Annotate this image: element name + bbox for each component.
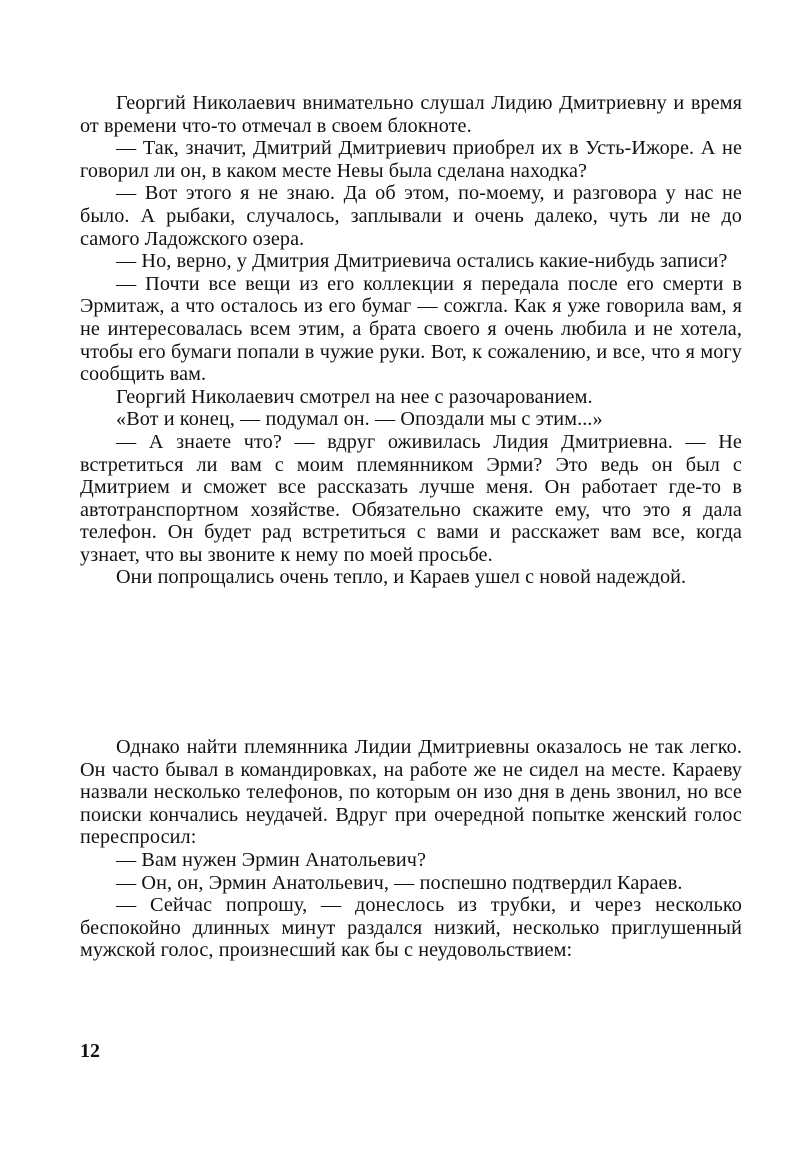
text-section-1 xyxy=(80,92,742,589)
paragraph-2-2: — Вам нужен Эрмин Анатольевич? xyxy=(116,848,427,871)
page-number: 12 xyxy=(80,1040,100,1062)
paragraph-1-7: «Вот и конец, — подумал он. — Опоздали мы с этим...» xyxy=(116,408,603,431)
paragraph-1-4: — Но, верно, у Дмитрия Дмитриевича остались какие-нибудь записи? xyxy=(116,250,728,273)
paragraph-1-9: Они попрощались очень тепло, и Караев ушел с новой надеждой. xyxy=(116,566,687,589)
paragraph-1-1: Георгий Николаевич внимательно слушал Лидию Дмитриевну и время от времени что-то отмечал в своем блокноте. xyxy=(80,92,742,137)
paragraph-2-3: — Он, он, Эрмин Анатольевич, — поспешно подтвердил Караев. xyxy=(116,871,683,894)
paragraph-1-3: — Вот этого я не знаю. Да об этом, по-моему, и разговора у нас не было. А рыбаки, случалось, заплывали и очень далеко, чуть ли не до самого Ладожского озера. xyxy=(80,182,742,250)
paragraph-1-5: — Почти все вещи из его коллекции я передала после его смерти в Эрмитаж, а что осталось из его бумаг — сожгла. Как я уже говорила вам, я не интересовалась всем этим, а брата своего я очень любила и не хотела, чтобы его бумаги попали в чужие руки. Вот, к сожалению, и все, что я могу сообщить вам. xyxy=(80,272,742,386)
paragraph-2-1: Однако найти племянника Лидии Дмитриевны оказалось не так легко. Он часто бывал в командировках, на работе же не сидел на месте. Караеву назвали несколько телефонов, по которым он изо дня в день звонил, но все поиски кончались неудачей. Вдруг при очередной попытке женский голос переспросил: xyxy=(80,736,742,849)
paragraph-2-4: — Сейчас попрошу, — донеслось из трубки, и через несколько беспокойно длинных минут раздался низкий, несколько приглушенный мужской голос, произнесший как бы с неудовольствием: xyxy=(80,894,742,962)
text-section-2 xyxy=(80,736,742,962)
paragraph-1-2: — Так, значит, Дмитрий Дмитриевич приобрел их в Усть-Ижоре. А не говорил ли он, в каком месте Невы была сделана находка? xyxy=(80,137,742,182)
paragraph-1-8: — А знаете что? — вдруг оживилась Лидия Дмитриевна. — Не встретиться ли вам с моим племянником Эрми? Это ведь он был с Дмитрием и сможет все рассказать лучше меня. Он работает где-то в автотранспортном хозяйстве. Обязательно скажите ему, что это я дала телефон. Он будет рад встретиться с вами и расскажет вам все, когда узнает, что вы звоните к нему по моей просьбе. xyxy=(80,430,742,566)
paragraph-1-6: Георгий Николаевич смотрел на нее с разочарованием. xyxy=(116,385,593,408)
